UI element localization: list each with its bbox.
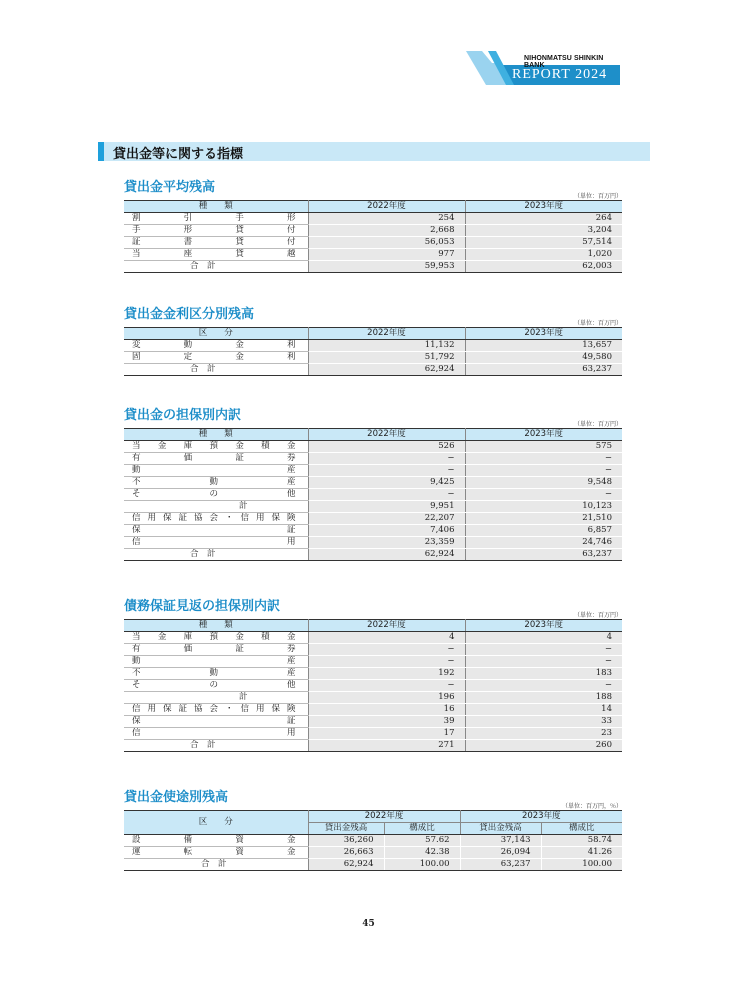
section-heading [98,142,650,161]
cell-value: 37,143 [460,835,541,847]
total-value: 62,003 [465,261,622,273]
cell-value: − [465,489,622,501]
total-value: 100.00 [384,859,460,871]
row-label: 有価証券 [124,644,308,656]
total-label: 合 計 [124,740,308,752]
row-label: 不動産 [124,477,308,489]
cell-value: 24,746 [465,537,622,549]
total-value: 271 [308,740,465,752]
table-row [124,716,622,728]
column-header-year: 2023年度 [465,620,622,632]
cell-value: − [465,465,622,477]
cell-value: 254 [308,213,465,225]
total-label: 合 計 [124,364,308,376]
cell-value: 1,020 [465,249,622,261]
cell-value: 57.62 [384,835,460,847]
total-value: 62,924 [308,859,384,871]
cell-value: 192 [308,668,465,680]
cell-value: − [465,680,622,692]
cell-value: 51,792 [308,352,465,364]
cell-value: − [465,656,622,668]
cell-value: 13,657 [465,340,622,352]
usage-sub-balance: 貸出金残高 [460,823,541,835]
row-label: 変動金利 [124,340,308,352]
interest-rate-unit: （単位：百万円） [573,320,622,327]
cell-value: 42.38 [384,847,460,859]
row-label: 当金庫預金積金 [124,441,308,453]
table-row [124,249,622,261]
column-header-category: 区 分 [124,328,308,340]
section-title: 貸出金等に関する指標 [113,147,244,162]
cell-value: 36,260 [308,835,384,847]
usage-col-group: 区 分 [124,811,308,835]
row-label: 不動産 [124,668,308,680]
collateral-title: 貸出金の担保別内訳 [124,408,242,423]
cell-value: 183 [465,668,622,680]
table-row [124,680,622,692]
cell-value: 11,132 [308,340,465,352]
total-row [124,261,622,273]
cell-value: 264 [465,213,622,225]
cell-value: 526 [308,441,465,453]
table-row [124,537,622,549]
table-row [124,525,622,537]
cell-value: − [465,644,622,656]
total-value: 100.00 [541,859,622,871]
cell-value: 57,514 [465,237,622,249]
column-header-year: 2023年度 [465,429,622,441]
row-label: 信用保証協会・信用保険 [124,704,308,716]
report-label: REPORT 2024 [512,67,608,82]
cell-value: − [308,489,465,501]
cell-value: 23 [465,728,622,740]
collateral-table [124,428,622,561]
table-row [124,656,622,668]
table-row [124,704,622,716]
cell-value: 2,668 [308,225,465,237]
total-label: 合 計 [124,261,308,273]
row-label: 動産 [124,465,308,477]
usage-table-title: 貸出金使途別残高 [124,790,229,805]
row-label: 保証 [124,525,308,537]
column-header-year: 2023年度 [465,328,622,340]
row-label: 証書貸付 [124,237,308,249]
column-header-year: 2022年度 [308,328,465,340]
total-label: 合 計 [124,859,308,871]
column-header-category: 種 類 [124,429,308,441]
page-number: 45 [362,919,375,929]
cell-value: 9,425 [308,477,465,489]
cell-value: 4 [465,632,622,644]
table-row [124,237,622,249]
row-label: 有価証券 [124,453,308,465]
cell-value: 196 [308,692,465,704]
interest-rate-title: 貸出金金利区分別残高 [124,307,255,322]
row-label: 信用 [124,537,308,549]
cell-value: 10,123 [465,501,622,513]
total-row [124,740,622,752]
usage-year-2022: 2022年度 [308,811,460,823]
table-row [124,501,622,513]
table-row [124,340,622,352]
section-marker [98,142,104,161]
table-row [124,668,622,680]
cell-value: 3,204 [465,225,622,237]
header-row [124,201,622,213]
table-row [124,632,622,644]
table-row [124,835,622,847]
table-row [124,453,622,465]
table-row [124,441,622,453]
column-header-year: 2022年度 [308,620,465,632]
row-label: 計 [124,501,308,513]
cell-value: 26,094 [460,847,541,859]
cell-value: 14 [465,704,622,716]
table-row [124,728,622,740]
cell-value: 39 [308,716,465,728]
total-value: 63,237 [460,859,541,871]
total-row [124,859,622,871]
row-label: 固定金利 [124,352,308,364]
collateral-unit: （単位：百万円） [573,421,622,428]
table-row [124,225,622,237]
report-banner [466,51,620,85]
cell-value: 188 [465,692,622,704]
column-header-year: 2023年度 [465,201,622,213]
cell-value: 9,548 [465,477,622,489]
row-label: その他 [124,680,308,692]
total-row [124,549,622,561]
row-label: 保証 [124,716,308,728]
cell-value: 49,580 [465,352,622,364]
cell-value: 17 [308,728,465,740]
cell-value: 4 [308,632,465,644]
row-label: その他 [124,489,308,501]
cell-value: 33 [465,716,622,728]
table-row [124,513,622,525]
total-value: 62,924 [308,364,465,376]
total-value: 59,953 [308,261,465,273]
table-row [124,847,622,859]
cell-value: 6,857 [465,525,622,537]
guarantee-collateral-unit: （単位：百万円） [573,612,622,619]
cell-value: 9,951 [308,501,465,513]
cell-value: 21,510 [465,513,622,525]
table-row [124,692,622,704]
cell-value: 26,663 [308,847,384,859]
row-label: 計 [124,692,308,704]
row-label: 信用 [124,728,308,740]
cell-value: 977 [308,249,465,261]
row-label: 動産 [124,656,308,668]
cell-value: 41.26 [541,847,622,859]
usage-year-2023: 2023年度 [460,811,622,823]
cell-value: 22,207 [308,513,465,525]
cell-value: 23,359 [308,537,465,549]
cell-value: 7,406 [308,525,465,537]
column-header-year: 2022年度 [308,201,465,213]
total-row [124,364,622,376]
cell-value: 575 [465,441,622,453]
header-row [124,429,622,441]
row-label: 信用保証協会・信用保険 [124,513,308,525]
average-balance-unit: （単位：百万円） [573,193,622,200]
header-row [124,620,622,632]
table-row [124,477,622,489]
header-row [124,328,622,340]
row-label: 手形貸付 [124,225,308,237]
row-label: 運転資金 [124,847,308,859]
cell-value: − [308,453,465,465]
cell-value: 16 [308,704,465,716]
column-header-category: 種 類 [124,620,308,632]
total-value: 260 [465,740,622,752]
cell-value: − [308,465,465,477]
cell-value: − [308,644,465,656]
average-balance-title: 貸出金平均残高 [124,180,216,195]
total-value: 63,237 [465,549,622,561]
total-label: 合 計 [124,549,308,561]
table-row [124,352,622,364]
cell-value: − [308,680,465,692]
table-row [124,489,622,501]
cell-value: − [465,453,622,465]
row-label: 当金庫預金積金 [124,632,308,644]
cell-value: 56,053 [308,237,465,249]
row-label: 当座貸越 [124,249,308,261]
interest-rate-table [124,327,622,376]
bank-name: NIHONMATSU SHINKIN BANK [524,55,604,69]
usage-table-unit: （単位：百万円，％） [561,803,622,810]
total-value: 62,924 [308,549,465,561]
usage-sub-balance: 貸出金残高 [308,823,384,835]
total-value: 63,237 [465,364,622,376]
average-balance-table [124,200,622,273]
row-label: 割引手形 [124,213,308,225]
table-row [124,465,622,477]
guarantee-collateral-table [124,619,622,752]
usage-sub-ratio: 構成比 [541,823,622,835]
usage-table [124,810,622,871]
guarantee-collateral-title: 債務保証見返の担保別内訳 [124,599,281,614]
cell-value: 58.74 [541,835,622,847]
column-header-year: 2022年度 [308,429,465,441]
column-header-category: 種 類 [124,201,308,213]
table-row [124,644,622,656]
usage-sub-ratio: 構成比 [384,823,460,835]
table-row [124,213,622,225]
row-label: 設備資金 [124,835,308,847]
cell-value: − [308,656,465,668]
